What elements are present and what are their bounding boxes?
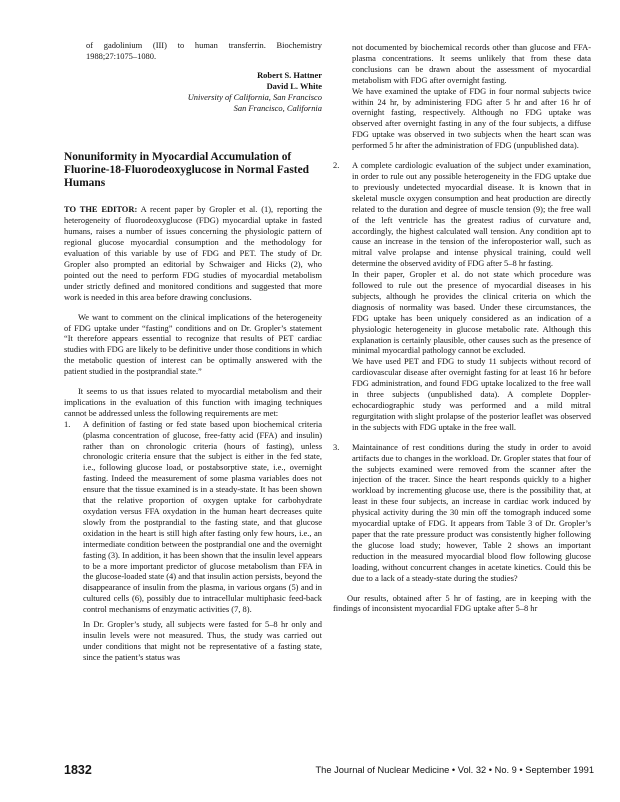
- author-name: David L. White: [266, 80, 322, 91]
- requirements-list: [64, 419, 322, 663]
- list-item-text: A definition of fasting or fed state based upon biochemical criteria (plasma concentration of glucose, free-fatty acid (FFA) and insulin) rather than on chronologic criteria (hours of fasting), unless chronologic criteria ensure that the subject is either in the fed state, i.e., following glucose load, or postabsorptive state, i.e., overnight fasting. Indeed the measurement of some plasma variables does not ensure that the tissue examined is in a steady-state. It has been shown that the relative proportion of oxygen uptake for carbohydrate oxydation versus FFA oxydation in the human heart decreases quite slowly from the postprandial to the fasting state, and that glucose oxidation in the heart is still high after fasting only few hours, i.e., an intermediate condition between the postprandial one and the overnight fasting (3). In addition, it has been shown that the insulin level appears to be a more important predictor of glucose metabolism than FFA in the glucose-loaded state (4) and that insulin action persists, beyond the disappearance of insulin from the plasma, in various organs (5) and in cultured cells (6), possibly due to intracellular multiphasic feed-back control mechanisms of enzymatic activities (7, 8).: [83, 418, 323, 615]
- list-item-text: A complete cardiologic evaluation of the subject under examination, in order to rule out any possible heterogeneity in the FDG uptake due to previously undetected myocardial disease. It is known that in skeletal muscle oxygen consumption and heat production are directly related to the duration and degree of muscle tension (9); the free wall of the left ventricle has the greatest radius of curvature and, accordingly, the highest calculated wall tension. Any condition apt to cause an increase in the tension of the inferoposterior wall, such as mitral valve prolapse and intense physical training, could well determine the observed avidity of FDG after 5–8 hr fasting.: [352, 160, 591, 269]
- list-item: [333, 442, 591, 584]
- paragraph: [64, 204, 322, 302]
- paragraph: We want to comment on the clinical implications of the heterogeneity of FDG uptake under “fasting” conditions and on Dr. Gropler’s statement “It therefore appears essential to recognize that results of PET cardiac studies with FDG are likely to be definitive under those conditions in which the metabolic question of interest can be optimally answered with the patient studied in the postprandial state.”: [64, 311, 322, 377]
- closing-paragraph: Our results, obtained after 5 hr of fasting, are in keeping with the findings of inconsistent myocardial FDG uptake after 5–8 hr: [333, 592, 591, 614]
- journal-citation: The Journal of Nuclear Medicine • Vol. 32 • No. 9 • September 1991: [315, 765, 594, 775]
- author-name: Robert S. Hattner: [257, 69, 322, 80]
- left-column: [64, 40, 322, 663]
- author-affiliation: University of California, San Francisco: [187, 91, 322, 102]
- list-item: [333, 160, 591, 433]
- paragraph-body: A recent paper by Gropler et al. (1), reporting the heterogeneity of fluorodeoxyglucose (FDG) myocardial uptake in fasted humans, raises a number of issues concerning the physiologic pattern of regional glucose myocardial consumption and the methodology for evaluation of this variable by use of FDG and PET. The study of Dr. Gropler also prompted an editorial by Schwaiger and Hicks (2), who pointed out the need to perform FDG studies of myocardial metabolism under strictly defined and monitored conditions and suggested that more work is needed in this area before drawing conclusions.: [64, 204, 322, 302]
- reference-tail: of gadolinium (III) to human transferrin. Biochemistry 1988;27:1075–1080.: [86, 40, 322, 61]
- list-item-number: 3.: [333, 441, 340, 452]
- list-item: [64, 419, 322, 663]
- previous-letter-signature: [64, 70, 322, 114]
- list-item-text: Maintainance of rest conditions during the study in order to avoid artifacts due to changes in the workload. Dr. Gropler states that four of the subjects examined were removed from the scanner after the injection of the tracer. Since the heart responds quickly to a higher workload by incrementing glucose use, there is the possibility that, at least in these four subjects, an increase in cardiac work induced by physical activity during the 30 min off the tomograph induced some myocardial uptake of FDG. It appears from Table 3 of Dr. Gropler’s paper that the rate pressure product was consistently higher following the glucose load study; however, Table 2 shows an important reduction in the measured myocardial blood flow following glucose loading, without concurrent changes in acetate kinetics. Could this be due to a lack of a steady-state during the studies?: [352, 441, 591, 583]
- right-column: [333, 42, 591, 614]
- list-item-continuation: In their paper, Gropler et al. do not state which procedure was followed to rule out the presence of myocardial diseases in his subjects, although he provides the clinical criteria on which the diagnosis of normality was based. Under these circumstances, the FDG uptake has been uniquely considered as an indication of a physiologic heterogeneity in glucose metabolic rate. Although this explanation is certainly plausible, other causes such as the presence of minimal myocardial pathology cannot be excluded.: [352, 269, 591, 356]
- list-item-continuation: not documented by biochemical records other than glucose and FFA-plasma concentrations. It seems unlikely that from these data conclusions can be drawn about the assessment of myocardial metabolism with FDG after overnight fasting.: [352, 42, 591, 85]
- list-item-continuation: We have used PET and FDG to study 11 subjects without record of cardiovascular disease after overnight fasting for at least 16 hr before FDG administration, and found FDG uptake localized to the free wall in three subjects (unpublished data). A complete Doppler-echocardiographic study was performed and a mild mitral regurgitation with slight prolapse of the posterior leaflet was observed in the subjects with FDG uptake in the free wall.: [352, 356, 591, 432]
- page-number: 1832: [64, 763, 92, 777]
- lead-in: TO THE EDITOR:: [64, 204, 138, 215]
- page-footer: [64, 765, 594, 779]
- author-location: San Francisco, California: [233, 102, 322, 113]
- paragraph: It seems to us that issues related to myocardial metabolism and their implications in the evaluation of this function with imaging techniques cannot be addressed unless the following requirements are met:: [64, 386, 322, 418]
- list-item-number: 2.: [333, 160, 340, 171]
- list-item-continuation: We have examined the uptake of FDG in four normal subjects twice within 24 hr, by administering FDG after 5 hr and after 16 hr of overnight fasting, respectively. Although no FDG uptake was observed after overnight fasting in any of the four subjects, a diffuse FDG uptake was observed in two subjects when the heart scan was performed 5 hr after the administration of FDG (unpublished data).: [352, 85, 591, 151]
- letter-title: Nonuniformity in Myocardial Accumulation of Fluorine-18-Fluorodeoxyglucose in Normal Fasted Humans: [64, 151, 309, 190]
- list-item-continuation: In Dr. Gropler’s study, all subjects were fasted for 5–8 hr only and insulin levels were not measured. Thus, the study was carried out under conditions that might not be representative of a fasting state, since the patient’s status was: [83, 619, 322, 662]
- list-item-number: 1.: [64, 418, 71, 429]
- requirements-list-continued: [333, 42, 591, 584]
- list-item: [333, 42, 591, 151]
